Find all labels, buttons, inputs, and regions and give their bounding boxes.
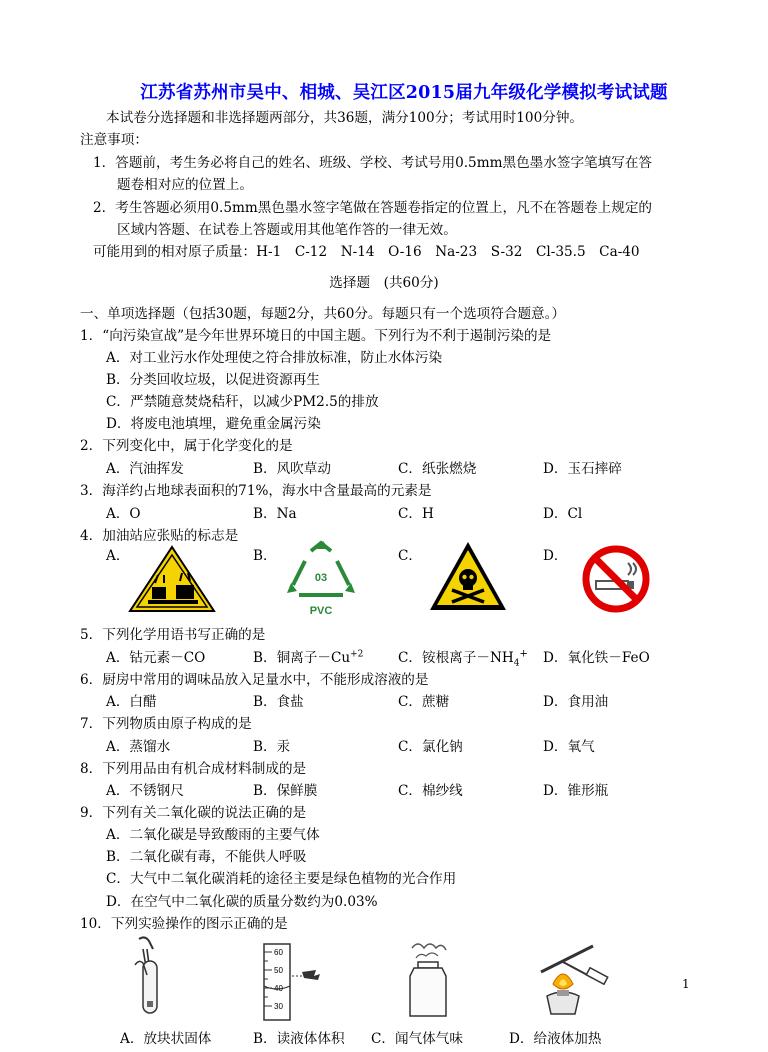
q10-option-b: B．读液体体积 — [253, 1031, 345, 1047]
nh4-subscript: 4 — [513, 658, 520, 669]
gas-jar-smell-icon — [400, 940, 460, 1020]
q7-option-a: A．蒸馏水 — [106, 739, 171, 755]
q2-option-c: C．纸张燃烧 — [398, 461, 477, 477]
graduated-cylinder-icon — [258, 942, 338, 1022]
question-6-stem: 6．厨房中常用的调味品放入足量水中，不能形成溶液的是 — [80, 672, 429, 688]
q6-option-c: C．蔗糖 — [398, 694, 450, 710]
question-3-stem: 3．海洋约占地球表面积的71%，海水中含量最高的元素是 — [80, 483, 432, 499]
part-heading: 一、单项选择题（包括30题，每题2分，共60分。每题只有一个选项符合题意。） — [80, 306, 566, 322]
q2-option-d: D．玉石摔碎 — [543, 461, 622, 477]
notice-1-cont: 题卷相对应的位置上。 — [117, 177, 253, 193]
question-4-stem: 4．加油站应张贴的标志是 — [80, 528, 239, 544]
q9-option-d: D．在空气中二氧化碳的质量分数约为0.03% — [106, 894, 378, 910]
notice-1: 1．答题前，考生务必将自己的姓名、班级、学校、考试号用0.5mm黑色墨水签字笔填写在答 — [93, 155, 653, 171]
pvc-label: PVC — [309, 605, 333, 617]
q2-option-b: B．风吹草动 — [253, 461, 331, 477]
question-1-stem: 1．“向污染宣战”是今年世界环境日的中国主题。下列行为不利于遏制污染的是 — [80, 328, 552, 344]
q7-option-d: D．氧气 — [543, 739, 595, 755]
heating-liquid-icon — [533, 938, 613, 1020]
no-smoking-sign-icon — [580, 543, 652, 615]
scale-mark-40: 40 — [274, 984, 283, 993]
page-number: 1 — [682, 977, 690, 991]
corrosive-warning-sign-icon — [128, 545, 216, 613]
nh4-charge: + — [519, 648, 528, 660]
q3-option-a: A．O — [106, 506, 141, 522]
q8-option-a: A．不锈钢尺 — [106, 783, 184, 799]
section-title: 选择题 (共60分) — [329, 275, 439, 291]
q1-option-a: A．对工业污水作处理使之符合排放标准，防止水体污染 — [106, 350, 443, 366]
q1-option-d: D．将废电池填埋，避免重金属污染 — [106, 416, 321, 432]
q9-option-b: B．二氧化碳有毒，不能供人呼吸 — [106, 849, 307, 865]
q6-option-d: D．食用油 — [543, 694, 609, 710]
q1-option-c: C．严禁随意焚烧秸秆，以减少PM2.5的排放 — [106, 394, 379, 410]
notice-2-cont: 区域内答题、在试卷上答题或用其他笔作答的一律无效。 — [117, 222, 457, 238]
q3-option-d: D．Cl — [543, 506, 583, 522]
intro-text: 本试卷分选择题和非选择题两部分，共36题，满分100分；考试用时100分钟。 — [106, 110, 584, 126]
scale-mark-60: 60 — [274, 948, 283, 957]
q9-option-a: A．二氧化碳是导致酸雨的主要气体 — [106, 827, 320, 843]
q5-option-c: C．铵根离子$-NH_4^+$ — [398, 648, 528, 669]
q7-option-c: C．氯化钠 — [398, 739, 463, 755]
q10-option-a: A．放块状固体 — [120, 1031, 212, 1047]
q10-option-c: C．闻气体气味 — [371, 1031, 463, 1047]
toxic-warning-sign-icon — [428, 540, 508, 612]
tweezers-test-tube-icon — [125, 935, 175, 1019]
question-2-stem: 2．下列变化中，属于化学变化的是 — [80, 438, 293, 454]
q6-option-a: A．白醋 — [106, 694, 157, 710]
q4-option-d: D． — [543, 548, 568, 564]
q5-option-a: A．钴元素－CO — [106, 650, 206, 666]
scale-mark-50: 50 — [274, 966, 283, 975]
q6-option-b: B．食盐 — [253, 694, 304, 710]
document-title: 江苏省苏州市吴中、相城、吴江区2015届九年级化学模拟考试试题 — [140, 83, 668, 103]
atomic-mass-line: 可能用到的相对原子质量：H-1 C-12 N-14 O-16 Na-23 S-32 Cl-35.5 Ca-40 — [93, 244, 640, 260]
q3-option-c: C．H — [398, 506, 434, 522]
notice-heading: 注意事项： — [80, 132, 148, 148]
q3-option-b: B．Na — [253, 506, 297, 522]
notice-2: 2．考生答题必须用0.5mm黑色墨水签字笔做在答题卷指定的位置上，凡不在答题卷上规定的 — [93, 200, 653, 216]
q5-option-d: D．氧化铁－FeO — [543, 650, 650, 666]
q8-option-b: B．保鲜膜 — [253, 783, 318, 799]
q4-option-b: B． — [253, 548, 277, 564]
question-9-stem: 9．下列有关二氧化碳的说法正确的是 — [80, 805, 307, 821]
cu-charge: +2 — [350, 649, 364, 660]
q1-option-b: B．分类回收垃圾，以促进资源再生 — [106, 372, 320, 388]
pvc-code: 03 — [314, 572, 328, 584]
q4-option-a: A． — [106, 548, 130, 564]
question-5-stem: 5．下列化学用语书写正确的是 — [80, 627, 266, 643]
q5-option-b: B．铜离子$-Cu^{+2}$ — [253, 649, 364, 666]
scale-mark-30: 30 — [274, 1002, 283, 1011]
q4-option-c: C． — [398, 548, 422, 564]
q7-option-b: B．汞 — [253, 739, 291, 755]
question-7-stem: 7．下列物质由原子构成的是 — [80, 716, 252, 732]
q8-option-c: C．棉纱线 — [398, 783, 463, 799]
q9-option-c: C．大气中二氧化碳消耗的途径主要是绿色植物的光合作用 — [106, 871, 457, 887]
q8-option-d: D．锥形瓶 — [543, 783, 609, 799]
pvc-recycle-icon — [283, 541, 359, 619]
question-8-stem: 8．下列用品由有机合成材料制成的是 — [80, 761, 307, 777]
question-10-stem: 10．下列实验操作的图示正确的是 — [80, 916, 288, 932]
q10-option-d: D．给液体加热 — [509, 1031, 602, 1047]
q2-option-a: A．汽油挥发 — [106, 461, 184, 477]
